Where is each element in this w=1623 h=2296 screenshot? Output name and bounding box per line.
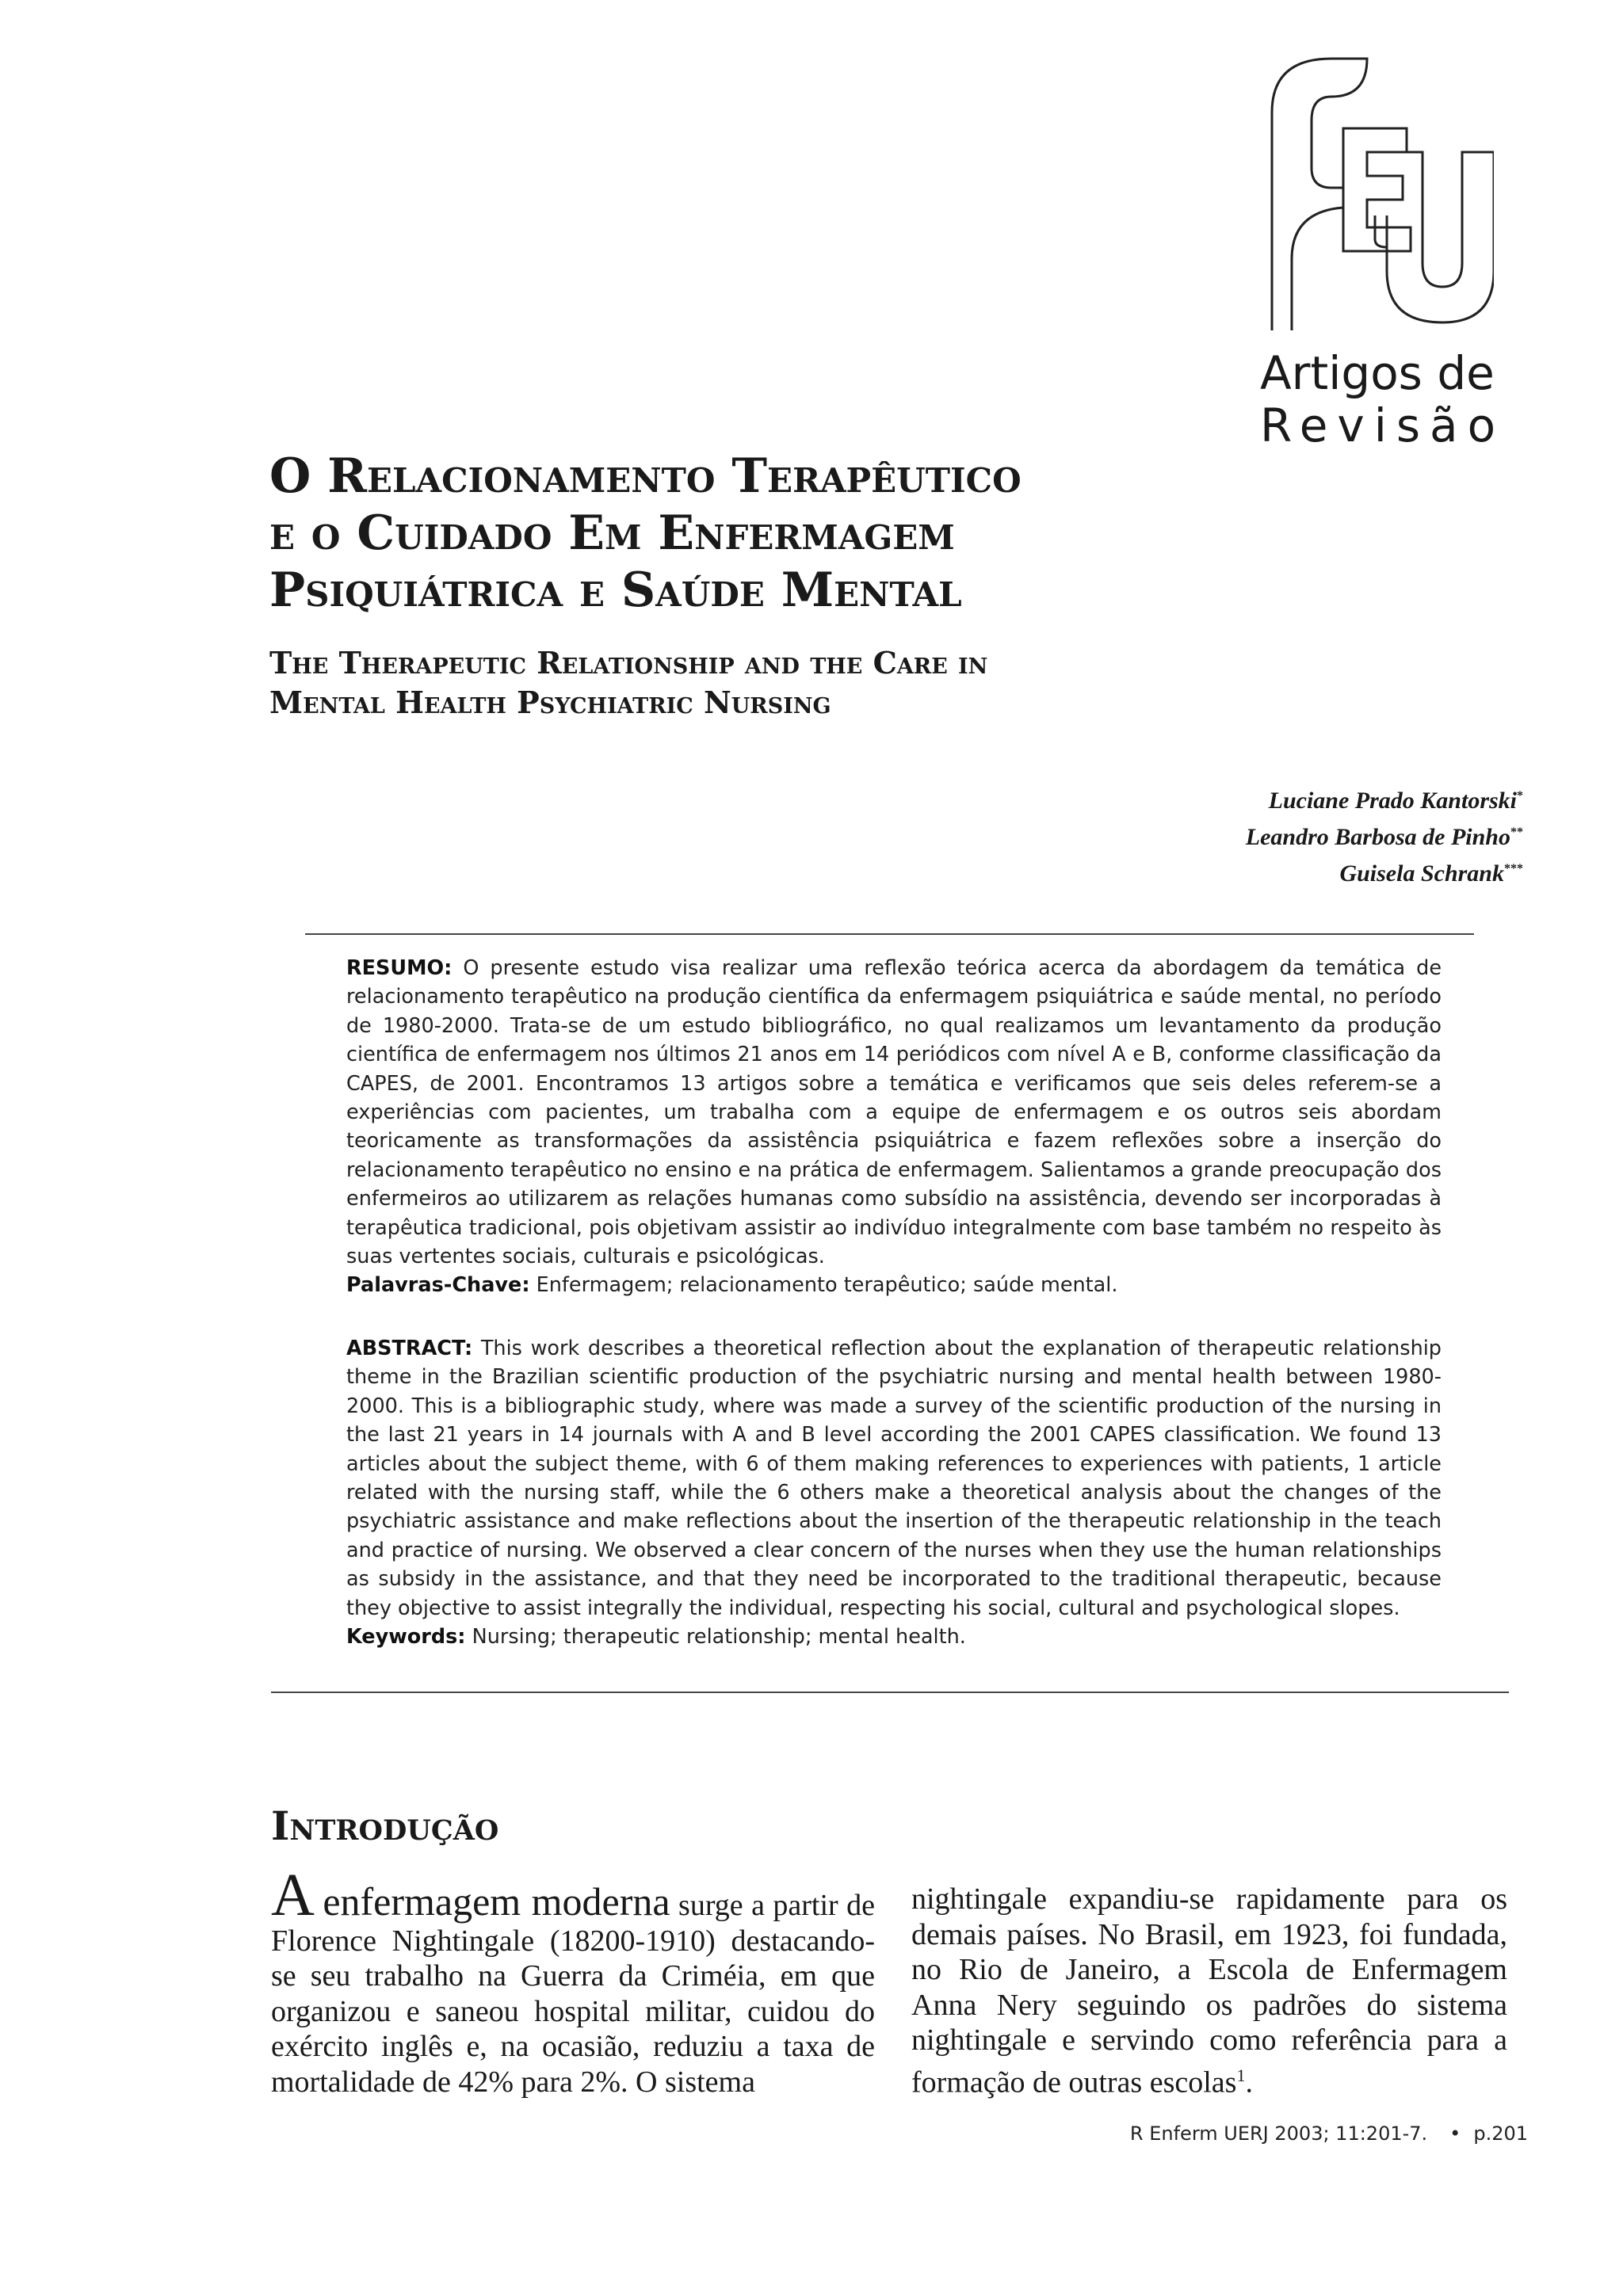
title-en-line1: The Therapeutic Relationship and the Care in (269, 645, 988, 681)
palavras-chave-text: Enfermagem; relacionamento terapêutico; saúde mental. (536, 1273, 1118, 1298)
author-list (1246, 780, 1523, 890)
section-heading-introducao: Introdução (271, 1802, 499, 1849)
section-label (1260, 347, 1514, 452)
resumo-text: O presente estudo visa realizar uma reflexão teórica acerca da abordagem da temática de relacionamento terapêutico na produção científica da enfermagem psiquiátrica e saúde mental, no período de 1980-2000. Trata-se de um estudo bibliográfico, no qual realizamos um levantamento da produção científica de enfermagem nos últimos 21 anos em 14 periódicos com nível A e B, conforme classificação da CAPES, de 2001. Encontramos 13 artigos sobre a temática e verificamos que seis deles referem-se a experiências com pacientes, um trabalha com a equipe de enfermagem e os outros seis abordam teoricamente as transformações da assistência psiquiátrica e fazem reflexões sobre a inserção do relacionamento terapêutico no ensino e na prática de enfermagem. Salientamos a grande preocupação dos enfermeiros ao utilizarem as relações humanas como subsídio na assistência, devendo ser incorporadas à terapêutica tradicional, pois objetivam assistir ao indivíduo integralmente com base também no respeito às suas vertentes sociais, culturais e psicológicas. (346, 956, 1442, 1269)
top-divider (305, 933, 1474, 935)
section-label-line1: Artigos de (1260, 346, 1495, 400)
abstract-label: ABSTRACT: (346, 1337, 473, 1360)
author: Luciane Prado Kantorski* (1268, 788, 1523, 814)
journal-logo (1256, 49, 1494, 330)
title-pt-line2: e o Cuidado Em Enfermagem (269, 505, 955, 561)
keywords-label: Keywords: (346, 1625, 466, 1650)
author: Leandro Barbosa de Pinho** (1245, 824, 1523, 850)
body-column-right: nightingale expandiu-se rapidamente para os demais países. No Brasil, em 1923, foi fundada, no Rio de Janeiro, a Escola de Enfermagem Anna Nery seguindo os padrões do sistema nightingale e servindo como referência para a formação de outras escolas$^1$. (911, 1882, 1507, 2100)
bullet-separator: • (1449, 2122, 1461, 2145)
lead-phrase: enfermagem moderna (323, 1879, 670, 1924)
bottom-divider (271, 1691, 1509, 1693)
abstract-text: This work describes a theoretical reflection about the explanation of therapeutic relationship theme in the Brazilian scientific production of the psychiatric nursing and mental health between 1980-2000. This is a bibliographic study, where was made a survey of the scientific production of the nursing in the last 21 years in 14 journals with A and B level according the 2001 CAPES classification. We found 13 articles about the subject theme, with 6 of them making references to experiences with patients, 1 article related with the nursing staff, while the 6 others make a theoretical analysis about the changes of the psychiatric assistance and make reflections about the insertion of the therapeutic relationship in the teach and practice of nursing. We observed a clear concern of the nurses when they use the human relationships as subsidy in the assistance, and that they need be incorporated to the traditional therapeutic, because they objective to assist integrally the individual, respecting his social, cultural and psychological slopes. (346, 1337, 1442, 1620)
drop-cap: A (271, 1862, 315, 1928)
page-footer (1130, 2122, 1528, 2145)
body-column-left (271, 1862, 876, 2100)
right-column-text: nightingale expandiu-se rapidamente para os demais países. No Brasil, em 1923, foi fundada, no Rio de Janeiro, a Escola de Enfermagem Anna Nery seguindo os padrões do sistema nightingale e servindo como referência para a formação de outras escolas (911, 1882, 1507, 2100)
article-title-pt (269, 448, 1102, 619)
title-en-line2: Mental Health Psychiatric Nursing (269, 685, 831, 720)
reference-marker: 1 (1236, 2065, 1246, 2085)
abstract-block (346, 1334, 1442, 1651)
page-number: p.201 (1473, 2122, 1528, 2145)
resumo-label: RESUMO: (346, 956, 453, 980)
journal-citation: R Enferm UERJ 2003; 11:201-7. (1129, 2122, 1428, 2145)
author: Guisela Schrank*** (1339, 860, 1523, 887)
resumo-block (346, 954, 1442, 1300)
title-pt-line3: Psiquiátrica e Saúde Mental (269, 563, 962, 618)
title-pt-line1: O Relacionamento Terapêutico (269, 448, 1022, 504)
keywords-text: Nursing; therapeutic relationship; mental health. (472, 1625, 966, 1650)
section-label-line2: Revisão (1260, 399, 1506, 452)
palavras-chave-label: Palavras-Chave: (346, 1273, 530, 1298)
article-title-en (269, 643, 1102, 723)
left-column-text: surge a partir de Florence Nightingale (18200-1910) destacando-se seu trabalho na Guerra da Criméia, em que organizou e saneou hospital militar, cuidou do exército inglês e, na ocasião, reduziu a taxa de mortalidade de 42% para 2%. O sistema (271, 1889, 876, 2099)
